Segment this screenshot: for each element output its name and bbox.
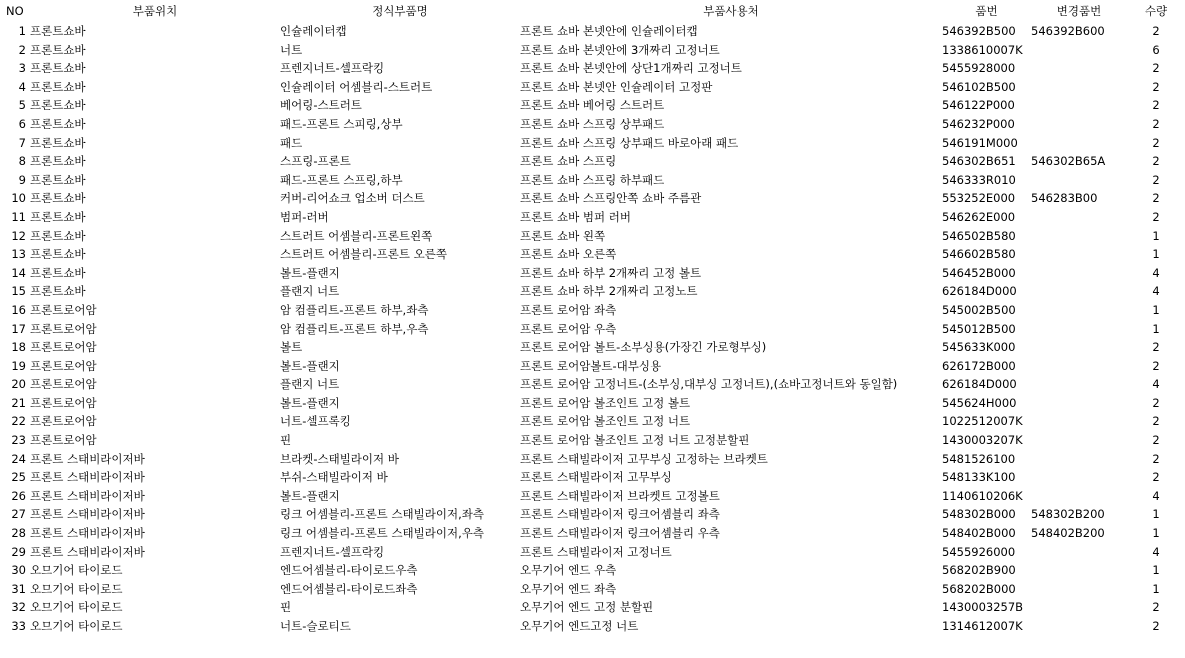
part-number: 568202B000: [942, 581, 1016, 596]
table-row: [0, 320, 1185, 339]
quantity: 2: [1152, 340, 1160, 355]
part-number: 1140610206K: [942, 488, 1023, 503]
table-row: [0, 189, 1185, 208]
part-number: 548133K100: [942, 470, 1016, 485]
part-usage: 프론트 쇼바 스프링안쪽 쇼바 주름관: [520, 191, 702, 206]
part-usage: 프론트 로어암 볼조인트 고정 너트 고정분할핀: [520, 433, 750, 448]
part-number: 546333R010: [942, 172, 1016, 187]
part-number: 546262E000: [942, 209, 1016, 224]
part-name: 링크 어셈블리-프론트 스태빌라이저,좌측: [280, 507, 484, 522]
part-name: 패드: [280, 135, 303, 150]
quantity: 1: [1152, 507, 1160, 522]
part-usage: 프론트 쇼바 하부 2개짜리 고정 볼트: [520, 265, 702, 280]
part-number: 545633K000: [942, 340, 1016, 355]
part-location: 오므기어 타이로드: [30, 619, 123, 633]
row-no: 17: [11, 321, 26, 336]
quantity: 2: [1152, 172, 1160, 187]
changed-part-number: [1031, 357, 1127, 376]
part-number: 1314612007K: [942, 619, 1023, 633]
part-usage: 프론트 로어암 볼트-소부싱용(가장긴 가로형부싱): [520, 340, 767, 355]
part-location: 프론트쇼바: [30, 228, 86, 243]
row-no: 28: [11, 526, 26, 541]
table-row: [0, 115, 1185, 134]
part-usage: 프론트 쇼바 스프링: [520, 154, 617, 169]
row-no: 31: [11, 581, 26, 596]
part-location: 프론트쇼바: [30, 61, 86, 76]
part-location: 프론트로어암: [30, 340, 97, 355]
part-location: 프론트쇼바: [30, 24, 86, 38]
row-no: 2: [18, 42, 26, 57]
changed-part-number: [1031, 431, 1127, 450]
part-name: 스트러트 어셈블리-프론트 오른쪽: [280, 247, 447, 262]
part-location: 프론트쇼바: [30, 135, 86, 150]
part-number: 553252E000: [942, 191, 1016, 206]
part-usage: 프론트 쇼바 스프링 상부패드: [520, 116, 665, 131]
row-no: 13: [11, 247, 26, 262]
quantity: 2: [1152, 395, 1160, 410]
part-number: 546392B500: [942, 24, 1016, 38]
changed-part-number: [1031, 227, 1127, 246]
part-location: 프론트쇼바: [30, 79, 86, 94]
quantity: 2: [1152, 414, 1160, 429]
table-row: [0, 301, 1185, 320]
table-row: [0, 171, 1185, 190]
part-name: 인슐레이터 어셈블리-스트러트: [280, 79, 433, 94]
table-row: [0, 505, 1185, 524]
part-usage: 프론트 쇼바 본넷안에 인슐레이터캡: [520, 24, 698, 38]
row-no: 4: [18, 79, 26, 94]
part-number: 546191M000: [942, 135, 1018, 150]
table-row: [0, 208, 1185, 227]
changed-part-number: [1031, 78, 1127, 97]
changed-part-number: [1031, 598, 1127, 617]
quantity: 1: [1152, 581, 1160, 596]
quantity: 2: [1152, 79, 1160, 94]
part-name: 볼트: [280, 340, 303, 355]
header-part-no: 품번: [975, 4, 998, 18]
row-no: 6: [18, 116, 26, 131]
part-name: 스프링-프론트: [280, 154, 351, 169]
part-usage: 프론트 쇼바 본넷안 인슐레이터 고정판: [520, 79, 713, 94]
table-row: [0, 450, 1185, 469]
part-usage: 프론트 로어암 우측: [520, 321, 617, 336]
table-row: [0, 412, 1185, 431]
row-no: 16: [11, 302, 26, 317]
changed-part-number: 546392B600: [1031, 24, 1105, 38]
part-usage: 프론트 쇼바 왼쪽: [520, 228, 606, 243]
changed-part-number: 548402B200: [1031, 526, 1105, 541]
part-number: 548302B000: [942, 507, 1016, 522]
part-name: 암 컴플리트-프론트 하부,우측: [280, 321, 429, 336]
changed-part-number: [1031, 580, 1127, 599]
part-number: 1022512007K: [942, 414, 1023, 429]
table-row: [0, 543, 1185, 562]
row-no: 20: [11, 377, 26, 392]
row-no: 27: [11, 507, 26, 522]
part-location: 프론트 스태비라이저바: [30, 544, 145, 559]
part-usage: 프론트 쇼바 스프링 하부패드: [520, 172, 665, 187]
part-usage: 프론트 쇼바 스프링 상부패드 바로아래 패드: [520, 135, 739, 150]
row-no: 25: [11, 470, 26, 485]
part-number: 626184D000: [942, 377, 1017, 392]
part-name: 볼트-플랜지: [280, 395, 340, 410]
row-no: 30: [11, 563, 26, 578]
changed-part-number: [1031, 96, 1127, 115]
part-name: 링크 어셈블리-프론트 스태빌라이저,우측: [280, 526, 484, 541]
quantity: 2: [1152, 600, 1160, 615]
part-usage: 프론트 쇼바 오른쪽: [520, 247, 617, 262]
quantity: 1: [1152, 302, 1160, 317]
changed-part-number: [1031, 487, 1127, 506]
table-row: [0, 152, 1185, 171]
part-location: 프론트쇼바: [30, 116, 86, 131]
row-no: 18: [11, 340, 26, 355]
changed-part-number: [1031, 301, 1127, 320]
part-location: 프론트쇼바: [30, 247, 86, 262]
header-no: NO: [6, 4, 24, 18]
part-usage: 프론트 쇼바 범퍼 러버: [520, 209, 631, 224]
header-row: [0, 0, 1185, 22]
quantity: 4: [1152, 284, 1160, 299]
quantity: 1: [1152, 247, 1160, 262]
part-name: 엔드어셈블리-타이로드우측: [280, 563, 418, 578]
quantity: 1: [1152, 526, 1160, 541]
part-number: 1430003207K: [942, 433, 1023, 448]
part-name: 너트-셀프록킹: [280, 414, 351, 429]
part-usage: 프론트 스태빌라이저 링크어셈블리 좌측: [520, 507, 720, 522]
part-location: 오므기어 타이로드: [30, 600, 123, 615]
part-name: 스트러트 어셈블리-프론트왼쪽: [280, 228, 433, 243]
part-name: 플랜지 너트: [280, 377, 340, 392]
part-location: 프론트 스태비라이저바: [30, 451, 145, 466]
table-row: [0, 59, 1185, 78]
quantity: 1: [1152, 228, 1160, 243]
part-usage: 오무기어 엔드 고정 분할핀: [520, 600, 654, 615]
part-number: 1430003257B: [942, 600, 1024, 615]
part-location: 프론트 스태비라이저바: [30, 470, 145, 485]
changed-part-number: [1031, 59, 1127, 78]
part-usage: 프론트 쇼바 하부 2개짜리 고정노트: [520, 284, 698, 299]
part-usage: 프론트 스태빌라이저 브라켓트 고정볼트: [520, 488, 720, 503]
part-location: 프론트쇼바: [30, 98, 86, 113]
row-no: 10: [11, 191, 26, 206]
part-usage: 프론트 쇼바 베어링 스트러트: [520, 98, 665, 113]
header-location: 부품위치: [132, 4, 178, 18]
changed-part-number: [1031, 320, 1127, 339]
part-location: 프론트로어암: [30, 414, 97, 429]
row-no: 14: [11, 265, 26, 280]
row-no: 33: [11, 619, 26, 633]
row-no: 22: [11, 414, 26, 429]
part-name: 프렌지너트-셀프락킹: [280, 544, 385, 559]
changed-part-number: 546302B65A: [1031, 154, 1106, 169]
row-no: 11: [11, 209, 26, 224]
part-usage: 프론트 로어암 볼조인트 고정 볼트: [520, 395, 691, 410]
part-number: 546232P000: [942, 116, 1015, 131]
table-row: [0, 264, 1185, 283]
changed-part-number: [1031, 115, 1127, 134]
changed-part-number: [1031, 264, 1127, 283]
part-location: 프론트쇼바: [30, 265, 86, 280]
quantity: 2: [1152, 433, 1160, 448]
quantity: 2: [1152, 98, 1160, 113]
quantity: 2: [1152, 619, 1160, 633]
table-row: [0, 41, 1185, 60]
part-usage: 오무기어 엔드고정 너트: [520, 619, 639, 633]
table-row: [0, 338, 1185, 357]
part-location: 프론트로어암: [30, 321, 97, 336]
row-no: 32: [11, 600, 26, 615]
table-row: [0, 580, 1185, 599]
part-number: 548402B000: [942, 526, 1016, 541]
quantity: 4: [1152, 265, 1160, 280]
part-number: 626184D000: [942, 284, 1017, 299]
part-location: 프론트로어암: [30, 302, 97, 317]
part-location: 프론트 스태비라이저바: [30, 526, 145, 541]
part-name: 패드-프론트 스피링,상부: [280, 116, 403, 131]
table-row: [0, 134, 1185, 153]
row-no: 23: [11, 433, 26, 448]
part-usage: 오무기어 엔드 우측: [520, 563, 617, 578]
part-usage: 프론트 로어암 좌측: [520, 302, 617, 317]
table-row: [0, 468, 1185, 487]
row-no: 8: [18, 154, 26, 169]
changed-part-number: [1031, 41, 1127, 60]
changed-part-number: [1031, 617, 1127, 636]
part-usage: 프론트 스태빌라이저 고무부싱: [520, 470, 672, 485]
part-name: 핀: [280, 433, 292, 448]
part-number: 5481526100: [942, 451, 1016, 466]
header-usage: 부품사용처: [703, 4, 759, 18]
part-location: 프론트 스태비라이저바: [30, 488, 145, 503]
changed-part-number: [1031, 282, 1127, 301]
row-no: 3: [18, 61, 26, 76]
quantity: 2: [1152, 191, 1160, 206]
part-usage: 오무기어 엔드 좌측: [520, 581, 617, 596]
table-row: [0, 524, 1185, 543]
part-location: 프론트쇼바: [30, 154, 86, 169]
quantity: 2: [1152, 116, 1160, 131]
table-row: [0, 431, 1185, 450]
row-no: 29: [11, 544, 26, 559]
part-location: 프론트로어암: [30, 395, 97, 410]
table-row: [0, 561, 1185, 580]
changed-part-number: [1031, 208, 1127, 227]
part-name: 볼트-플랜지: [280, 358, 340, 373]
part-location: 프론트쇼바: [30, 172, 86, 187]
table-row: [0, 227, 1185, 246]
part-number: 5455926000: [942, 544, 1016, 559]
part-usage: 프론트 스태빌라이저 고정너트: [520, 544, 672, 559]
row-no: 21: [11, 395, 26, 410]
quantity: 2: [1152, 135, 1160, 150]
part-usage: 프론트 로어암 고정너트-(소부싱,대부싱 고정너트),(쇼바고정너트와 동일함): [520, 377, 898, 392]
part-name: 패드-프론트 스프링,하부: [280, 172, 403, 187]
part-usage: 프론트 로어암 볼조인트 고정 너트: [520, 414, 691, 429]
part-name: 베어링-스트러트: [280, 98, 362, 113]
changed-part-number: [1031, 412, 1127, 431]
table-row: [0, 282, 1185, 301]
header-qty: 수량: [1144, 4, 1168, 18]
row-no: 7: [18, 135, 26, 150]
part-location: 프론트쇼바: [30, 191, 86, 206]
quantity: 1: [1152, 321, 1160, 336]
table-row: [0, 617, 1185, 636]
table-row: [0, 22, 1185, 41]
row-no: 19: [11, 358, 26, 373]
quantity: 4: [1152, 377, 1160, 392]
changed-part-number: [1031, 338, 1127, 357]
row-no: 9: [18, 172, 26, 187]
part-number: 546502B580: [942, 228, 1016, 243]
changed-part-number: [1031, 375, 1127, 394]
part-number: 545624H000: [942, 395, 1017, 410]
part-location: 프론트쇼바: [30, 284, 86, 299]
changed-part-number: [1031, 171, 1127, 190]
part-number: 568202B900: [942, 563, 1016, 578]
part-location: 프론트로어암: [30, 358, 97, 373]
part-number: 545002B500: [942, 302, 1016, 317]
quantity: 6: [1152, 42, 1160, 57]
table-row: [0, 487, 1185, 506]
part-number: 626172B000: [942, 358, 1016, 373]
quantity: 2: [1152, 24, 1160, 38]
table-row: [0, 78, 1185, 97]
part-name: 브라켓-스태빌라이저 바: [280, 451, 399, 466]
table-row: [0, 598, 1185, 617]
table-row: [0, 375, 1185, 394]
changed-part-number: [1031, 468, 1127, 487]
part-location: 오므기어 타이로드: [30, 581, 123, 596]
changed-part-number: [1031, 561, 1127, 580]
changed-part-number: [1031, 543, 1127, 562]
part-location: 프론트로어암: [30, 377, 97, 392]
quantity: 2: [1152, 358, 1160, 373]
part-number: 5455928000: [942, 61, 1016, 76]
quantity: 2: [1152, 61, 1160, 76]
part-location: 프론트쇼바: [30, 42, 86, 57]
part-name: 범퍼-러버: [280, 209, 329, 224]
part-usage: 프론트 로어암볼트-대부싱용: [520, 358, 662, 373]
header-name: 정식부품명: [372, 4, 428, 18]
part-number: 546102B500: [942, 79, 1016, 94]
quantity: 4: [1152, 488, 1160, 503]
table-row: [0, 357, 1185, 376]
part-usage: 프론트 스태빌라이저 링크어셈블리 우측: [520, 526, 720, 541]
part-name: 암 컴플리트-프론트 하부,좌측: [280, 302, 429, 317]
row-no: 12: [11, 228, 26, 243]
part-name: 플랜지 너트: [280, 284, 340, 299]
quantity: 2: [1152, 209, 1160, 224]
part-usage: 프론트 쇼바 본넷안에 3개짜리 고정너트: [520, 42, 720, 57]
part-number: 546602B580: [942, 247, 1016, 262]
part-name: 너트: [280, 42, 303, 57]
part-number: 546122P000: [942, 98, 1015, 113]
changed-part-number: [1031, 134, 1127, 153]
header-changed-part-no: 변경품번: [1056, 4, 1102, 18]
table-row: [0, 245, 1185, 264]
quantity: 2: [1152, 451, 1160, 466]
part-name: 핀: [280, 600, 292, 615]
part-name: 커버-리어쇼크 업소버 더스트: [280, 191, 425, 206]
changed-part-number: [1031, 394, 1127, 413]
quantity: 2: [1152, 154, 1160, 169]
quantity: 4: [1152, 544, 1160, 559]
part-name: 볼트-플랜지: [280, 488, 340, 503]
part-usage: 프론트 스태빌라이저 고무부싱 고정하는 브라켓트: [520, 451, 768, 466]
part-number: 1338610007K: [942, 42, 1023, 57]
row-no: 26: [11, 488, 26, 503]
quantity: 2: [1152, 470, 1160, 485]
part-name: 인슐레이터캡: [280, 24, 347, 38]
part-number: 545012B500: [942, 321, 1016, 336]
part-number: 546302B651: [942, 154, 1016, 169]
part-name: 엔드어셈블리-타이로드좌측: [280, 581, 418, 596]
row-no: 1: [18, 24, 26, 38]
part-number: 546452B000: [942, 265, 1016, 280]
part-name: 부쉬-스태빌라이저 바: [280, 470, 388, 485]
quantity: 1: [1152, 563, 1160, 578]
changed-part-number: [1031, 450, 1127, 469]
part-name: 프렌지너트-셀프락킹: [280, 61, 385, 76]
part-location: 오므기어 타이로드: [30, 563, 123, 578]
changed-part-number: [1031, 245, 1127, 264]
part-name: 너트-슬로티드: [280, 619, 351, 633]
row-no: 24: [11, 451, 26, 466]
part-location: 프론트로어암: [30, 433, 97, 448]
changed-part-number: 548302B200: [1031, 507, 1105, 522]
row-no: 5: [18, 98, 26, 113]
part-location: 프론트 스태비라이저바: [30, 507, 145, 522]
part-usage: 프론트 쇼바 본넷안에 상단1개짜리 고정너트: [520, 61, 742, 76]
part-name: 볼트-플랜지: [280, 265, 340, 280]
row-no: 15: [11, 284, 26, 299]
part-location: 프론트쇼바: [30, 209, 86, 224]
table-row: [0, 394, 1185, 413]
changed-part-number: 546283B00: [1031, 191, 1098, 206]
table-row: [0, 96, 1185, 115]
